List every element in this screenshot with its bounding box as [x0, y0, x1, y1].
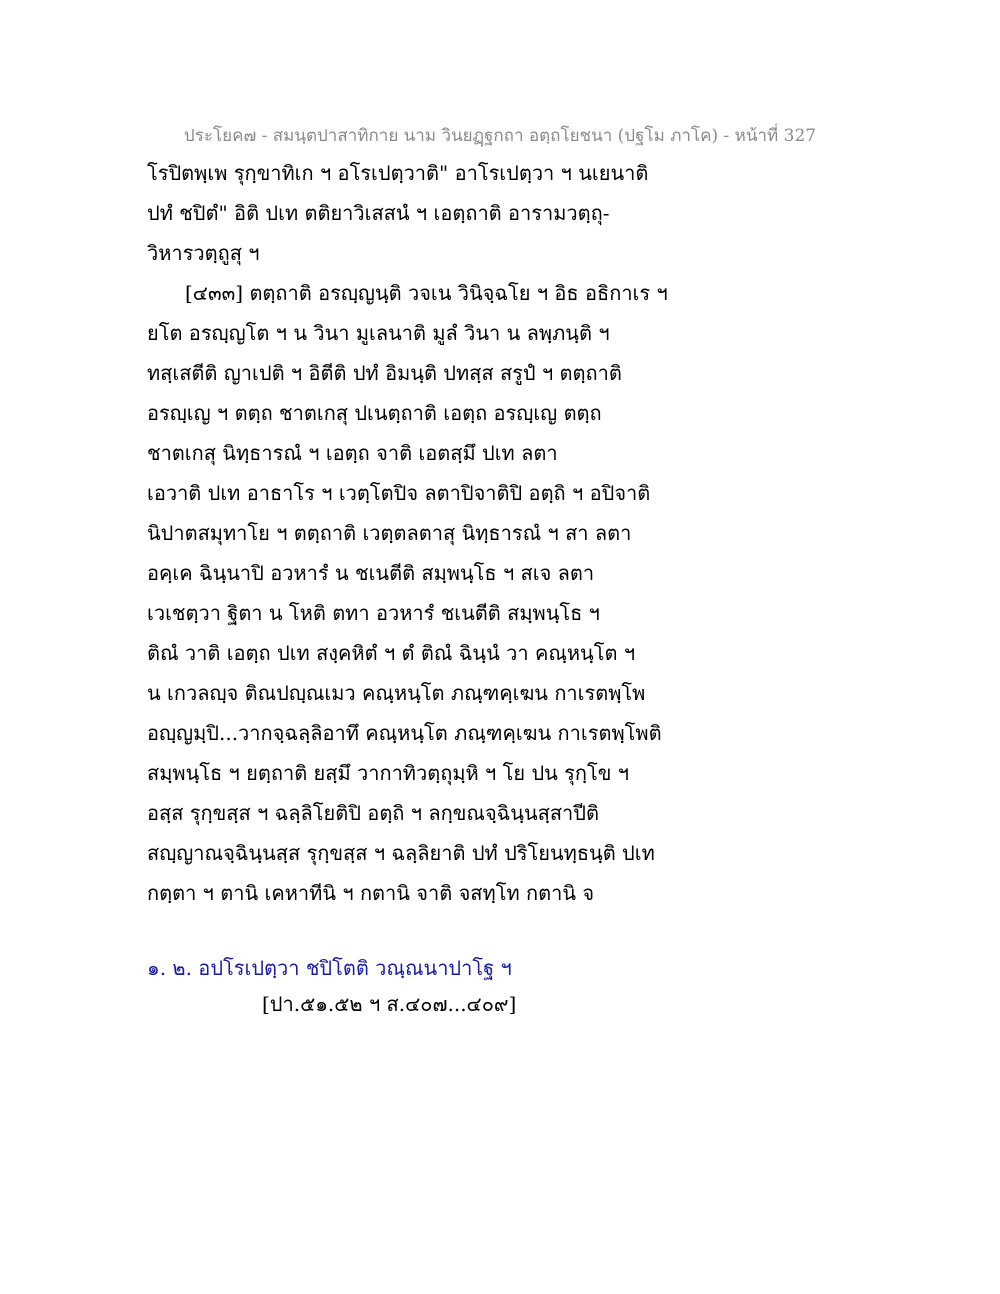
text-line: เอวาติ ปเท อาธาโร ฯ เวตฺโตปิจ ลตาปิจาติปิ อตฺถิ ฯ อปิจาติ	[147, 481, 651, 505]
text-line: เวเชตฺวา ฐิตา น โหติ ตทา อวหารํ ชเนตีติ สมฺพนฺโธ ฯ	[147, 601, 600, 625]
text-line: อรญฺเญ ฯ ตตฺถ ชาตเกสุ ปเนตฺถาติ เอตฺถ อรญฺเญ ตตฺถ	[147, 401, 602, 425]
text-line: กตฺตา ฯ ตานิ เคหาทีนิ ฯ กตานิ จาติ จสทฺโท กตานิ จ	[147, 881, 595, 905]
section-heading: ๑. ๒. อปโรเปตฺวา ชปิโตติ วณฺณนาปาโฐ ฯ	[147, 956, 512, 980]
text-line: อคฺเค ฉินฺนาปิ อวหารํ น ชเนตีติ สมฺพนฺโธ ฯ สเจ ลตา	[147, 561, 595, 585]
text-line: วิหารวตฺถูสุ ฯ	[147, 241, 260, 265]
text-line: ติณํ วาติ เอตฺถ ปเท สงฺคหิตํ ฯ ตํ ติณํ ฉินฺนํ วา คณฺหนฺโต ฯ	[147, 641, 636, 665]
paragraph-start-line: [๔๓๓] ตตฺถาติ อรญฺญนฺติ วจเน วินิจฺฉโย ฯ อิธ อธิกาเร ฯ	[185, 281, 668, 305]
text-line: ชาตเกสุ นิทฺธารณํ ฯ เอตฺถ จาติ เอตสฺมึ ปเท ลตา	[147, 441, 558, 465]
text-line: นิปาตสมุทาโย ฯ ตตฺถาติ เวตฺตลตาสุ นิทฺธารณํ ฯ สา ลตา	[147, 521, 632, 545]
text-line: ยโต อรญฺญโต ฯ น วินา มูเลนาติ มูลํ วินา น ลพฺภนฺติ ฯ	[147, 321, 610, 345]
text-line: ปทํ ชปิตํ" อิติ ปเท ตติยาวิเสสนํ ฯ เอตฺถาติ อารามวตฺถุ-	[147, 201, 610, 225]
text-line: โรปิตพฺเพ รุกฺขาทิเก ฯ อโรเปตฺวาติ" อาโรเปตฺวา ฯ นเยนาติ	[147, 161, 649, 185]
text-line: สมฺพนฺโธ ฯ ยตฺถาติ ยสฺมึ วากาทิวตฺถุมฺหิ ฯ โย ปน รุกฺโข ฯ	[147, 761, 630, 785]
text-line: ทสฺเสตีติ ญาเปติ ฯ อิตีติ ปทํ อิมนฺติ ปทสฺส สรูปํ ฯ ตตฺถาติ	[147, 361, 622, 385]
text-line: อสฺส รุกฺขสฺส ฯ ฉลฺลิโยติปิ อตฺถิ ฯ ลกฺขณจฺฉินฺนสฺสาปีติ	[147, 801, 599, 825]
body-text	[147, 157, 867, 917]
text-line: อญฺญมฺปิ...วากจฺฉลฺลิอาทึ คณฺหนฺโต ภณฺฑคฺเฆน กาเรตพฺโพติ	[147, 721, 662, 745]
text-line: สญฺญาณจฺฉินฺนสฺส รุกฺขสฺส ฯ ฉลฺลิยาติ ปทํ ปริโยนทฺธนฺติ ปเท	[147, 841, 655, 865]
text-line: น เกวลญฺจ ติณปญฺณเมว คณฺหนฺโต ภณฺฑคฺเฆน กาเรตพฺโพ	[147, 681, 646, 705]
reference-citation: [ปา.๕๑.๕๒ ฯ ส.๔๐๗...๔๐๙]	[262, 992, 517, 1016]
running-header: ประโยค๗ - สมนฺตปาสาทิกาย นาม วินยฏฺฐกถา อตฺถโยชนา (ปฐโม ภาโค) - หน้าที่ 327	[183, 126, 817, 146]
